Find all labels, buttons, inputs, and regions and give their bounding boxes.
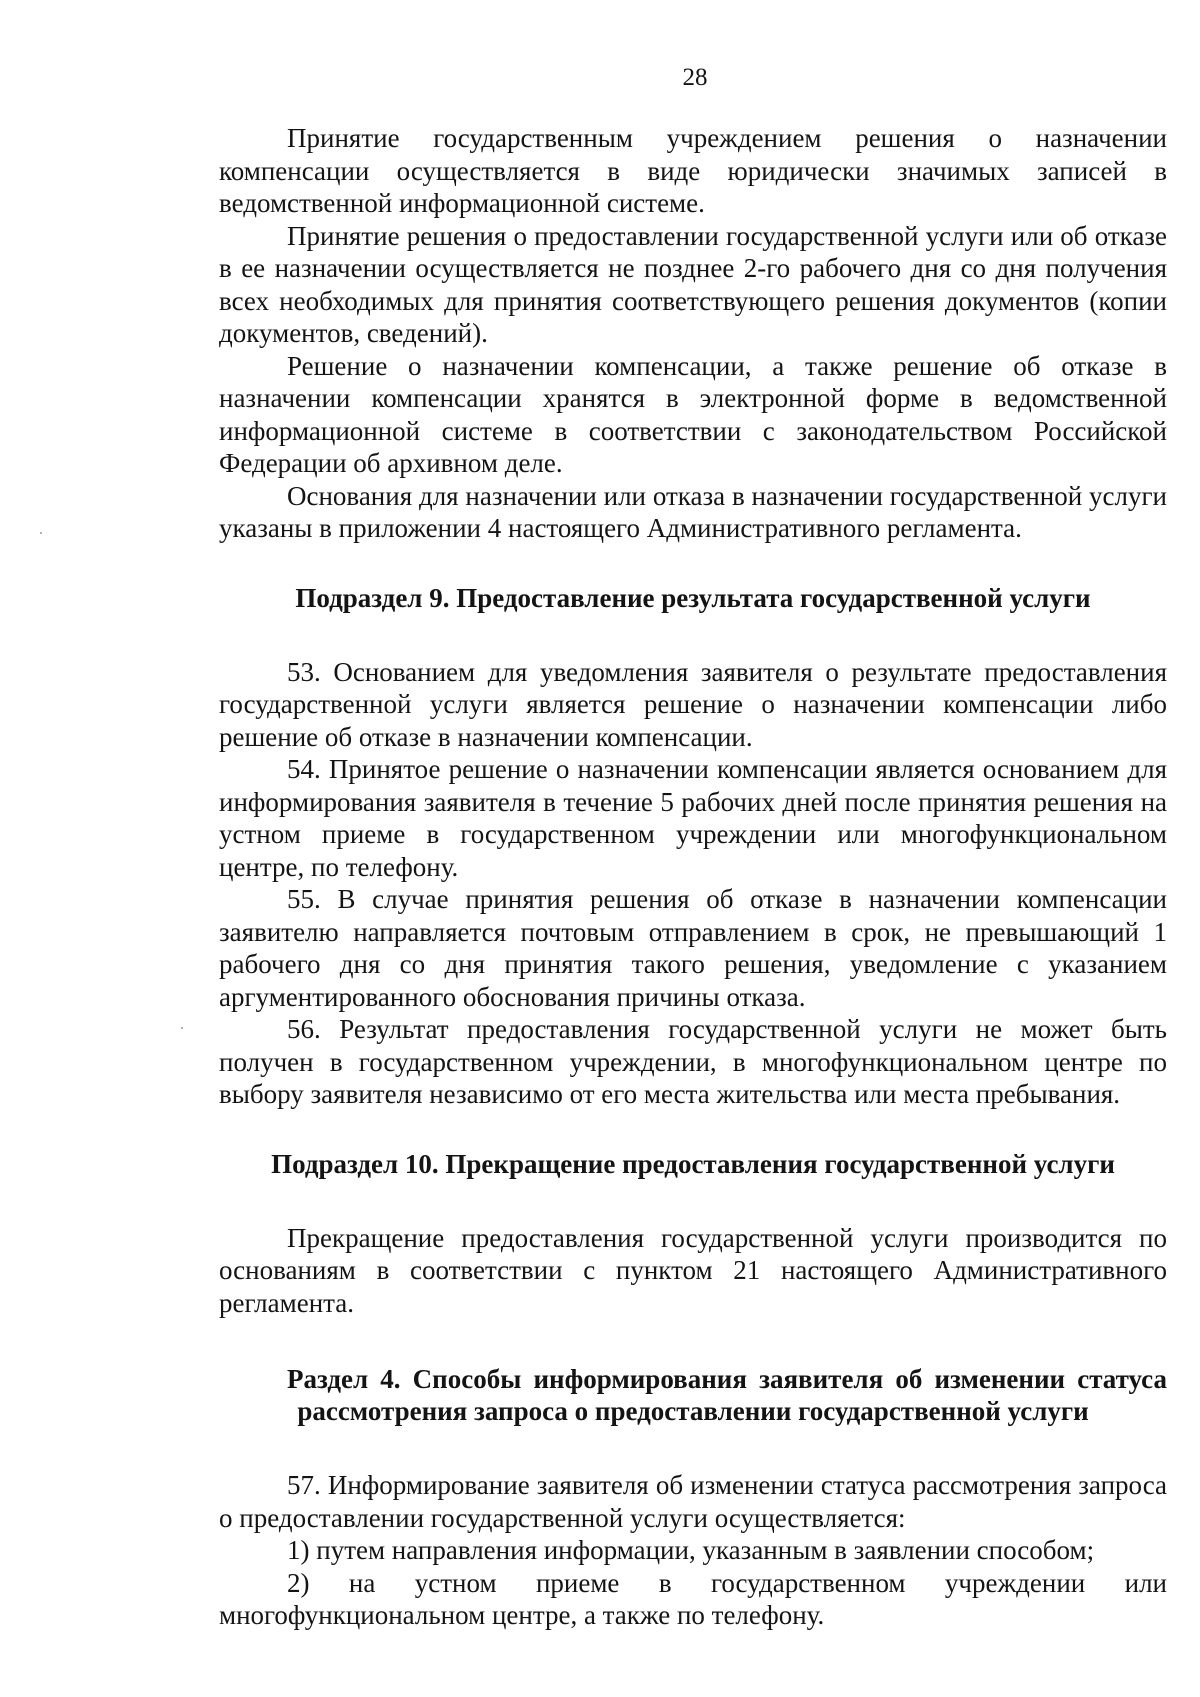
paragraph-decision-storage: Решение о назначении компенсации, а также решение об отказе в назначении компенсации хранятся в электронной форме в ведомственной информационной системе в соответствии с законодательством Российской Федерации об архивном деле. bbox=[219, 350, 1167, 478]
scan-speck bbox=[40, 532, 42, 534]
page-number: 28 bbox=[682, 64, 708, 91]
scan-speck bbox=[181, 1027, 183, 1029]
subsection-10-heading: Подраздел 10. Прекращение предоставления государственной услуги bbox=[271, 1148, 1115, 1179]
list-item-2: 2) на устном приеме в государственном учреждении или многофункциональном центре, а также по телефону. bbox=[219, 1567, 1167, 1630]
paragraph-54: 54. Принятое решение о назначении компенсации является основанием для информирования заявителя в течение 5 рабочих дней после принятия решения на устном приеме в государственном учреждении или многофункциональном центре, по телефону. bbox=[219, 754, 1167, 882]
paragraph-53: 53. Основанием для уведомления заявителя о результате предоставления государственной услуги является решение о назначении компенсации либо решение об отказе в назначении компенсации. bbox=[219, 656, 1167, 752]
list-item-1: 1) путем направления информации, указанным в заявлении способом; bbox=[287, 1535, 1095, 1565]
paragraph-55: 55. В случае принятия решения об отказе в назначении компенсации заявителю направляется почтовым отправлением в срок, не превышающий 1 рабочего дня со дня принятия такого решения, уведомление с указанием аргументированного обоснования причины отказа. bbox=[219, 884, 1167, 1012]
paragraph-termination: Прекращение предоставления государственной услуги производится по основаниям в соответствии с пунктом 21 настоящего Административного регламента. bbox=[219, 1222, 1167, 1318]
subsection-9-heading: Подраздел 9. Предоставление результата государственной услуги bbox=[295, 582, 1091, 613]
paragraph-grounds: Основания для назначении или отказа в назначении государственной услуги указаны в приложении 4 настоящего Административного регламента. bbox=[219, 480, 1167, 543]
paragraph-decision-deadline: Принятие решения о предоставлении государственной услуги или об отказе в ее назначении осуществляется не позднее 2-го рабочего дня со дня получения всех необходимых для принятия соответствующего решения документов (копии документов, сведений). bbox=[219, 220, 1167, 348]
document-body bbox=[219, 122, 1167, 1632]
section-4-heading: Раздел 4. Способы информирования заявителя об изменении статуса рассмотрения запроса о предоставлении государственной услуги bbox=[287, 1364, 1167, 1426]
paragraph-decision-records: Принятие государственным учреждением решения о назначении компенсации осуществляется в виде юридически значимых записей в ведомственной информационной системе. bbox=[219, 123, 1167, 218]
paragraph-57: 57. Информирование заявителя об изменении статуса рассмотрения запроса о предоставлении государственной услуги осуществляется: bbox=[219, 1470, 1167, 1533]
paragraph-56: 56. Результат предоставления государственной услуги не может быть получен в государственном учреждении, в многофункциональном центре по выбору заявителя независимо от его места жительства или места пребывания. bbox=[219, 1014, 1167, 1109]
